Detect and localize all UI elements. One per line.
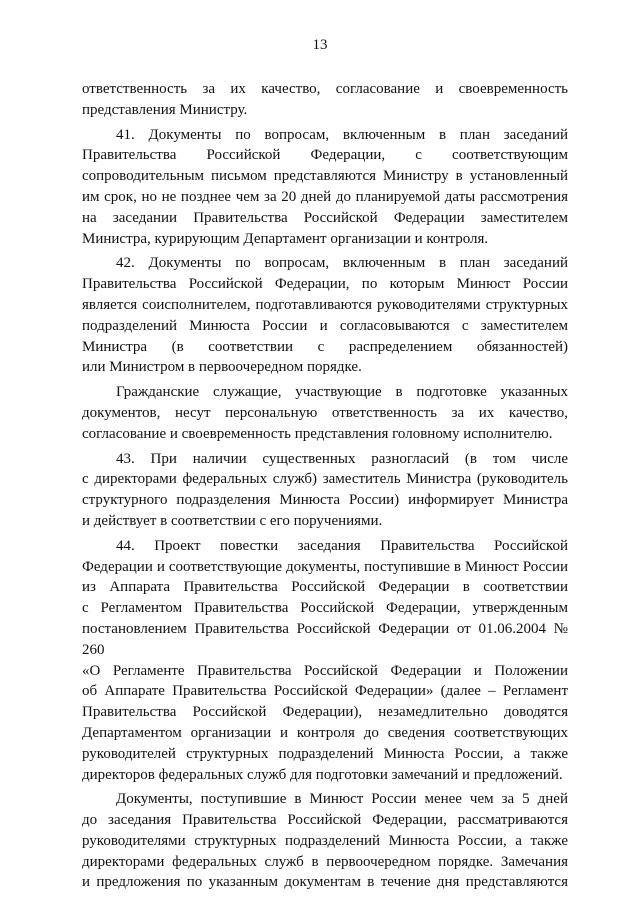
- paragraph-43: [82, 449, 568, 532]
- text-line: до заседания Правительства Российской Федерации, рассматриваются: [82, 812, 568, 829]
- text-line: Федерации и соответствующие документы, поступившие в Минюст России: [82, 558, 568, 575]
- paragraph: [82, 382, 568, 444]
- text-line: Правительства Российской Федерации, с соответствующим: [82, 147, 568, 164]
- text-line: Правительства Российской Федерации, по которым Минюст России: [82, 276, 568, 293]
- text-line: и предложения по указанным документам в течение дня представляются: [82, 874, 568, 891]
- text-line: Документы, поступившие в Минюст России менее чем за 5 дней: [116, 791, 568, 808]
- text-line: ответственность за их качество, согласование и своевременность: [82, 81, 568, 97]
- text-line: или Министром в первоочередном порядке.: [82, 359, 362, 376]
- text-line: и действует в соответствии с его поручениями.: [82, 512, 383, 529]
- text-line: сопроводительным письмом представляются Министру в установленный: [82, 168, 568, 185]
- text-line: Министра, курирующим Департамент организации и контроля.: [82, 230, 489, 247]
- text-line: 43. При наличии существенных разногласий (в том числе: [116, 450, 568, 467]
- paragraph-42: [82, 253, 568, 378]
- paragraph-44: [82, 536, 568, 786]
- text-line: на заседании Правительства Российской Федерации заместителем: [82, 209, 568, 226]
- text-line: об Аппарате Правительства Российской Федерации» (далее – Регламент: [82, 683, 568, 700]
- text-line: директоров федеральных служб для подготовки замечаний и предложений.: [82, 766, 563, 783]
- text-line: Правительства Российской Федерации), незамедлительно доводятся: [82, 704, 568, 721]
- text-line: 44. Проект повестки заседания Правительства Российской: [116, 537, 568, 554]
- document-body: [82, 79, 568, 893]
- paragraph-41: [82, 125, 568, 250]
- page-number: 13: [312, 37, 328, 53]
- text-line: директорами федеральных служб в первоочередном порядке. Замечания: [82, 853, 568, 870]
- paragraph: [82, 789, 568, 893]
- text-line: Департаментом организации и контроля до сведения соответствующих: [82, 724, 568, 741]
- text-line: руководителей структурных подразделений Минюста России, а также: [82, 745, 568, 762]
- text-line: им срок, но не позднее чем за 20 дней до планируемой даты рассмотрения: [82, 188, 568, 205]
- text-line: документов, несут персональную ответственность за их качество,: [82, 404, 568, 421]
- text-line: Министра (в соответствии с распределением обязанностей): [82, 338, 568, 355]
- text-line: с директорами федеральных служб) заместитель Министра (руководитель: [82, 471, 568, 488]
- text-line: согласование и своевременность представления головному исполнителю.: [82, 425, 553, 442]
- text-line: постановлением Правительства Российской Федерации от 01.06.2004 № 260: [82, 620, 568, 658]
- text-line: подразделений Минюста России и согласовываются с заместителем: [82, 317, 568, 334]
- text-line: Гражданские служащие, участвующие в подготовке указанных: [116, 384, 568, 401]
- text-line: является соисполнителем, подготавливаются руководителями структурных: [82, 296, 568, 313]
- text-line: структурного подразделения Минюста России) информирует Министра: [82, 492, 568, 509]
- text-line: «О Регламенте Правительства Российской Федерации и Положении: [82, 662, 568, 679]
- text-line: из Аппарата Правительства Российской Федерации в соответствии: [82, 579, 568, 596]
- text-line: 41. Документы по вопросам, включенным в план заседаний: [116, 126, 568, 143]
- text-line: с Регламентом Правительства Российской Федерации, утвержденным: [82, 600, 568, 617]
- text-line: представления Министру.: [82, 101, 248, 118]
- paragraph: [82, 79, 568, 121]
- text-line: 42. Документы по вопросам, включенным в план заседаний: [116, 255, 568, 272]
- text-line: руководителями структурных подразделений Минюста России, а также: [82, 832, 568, 849]
